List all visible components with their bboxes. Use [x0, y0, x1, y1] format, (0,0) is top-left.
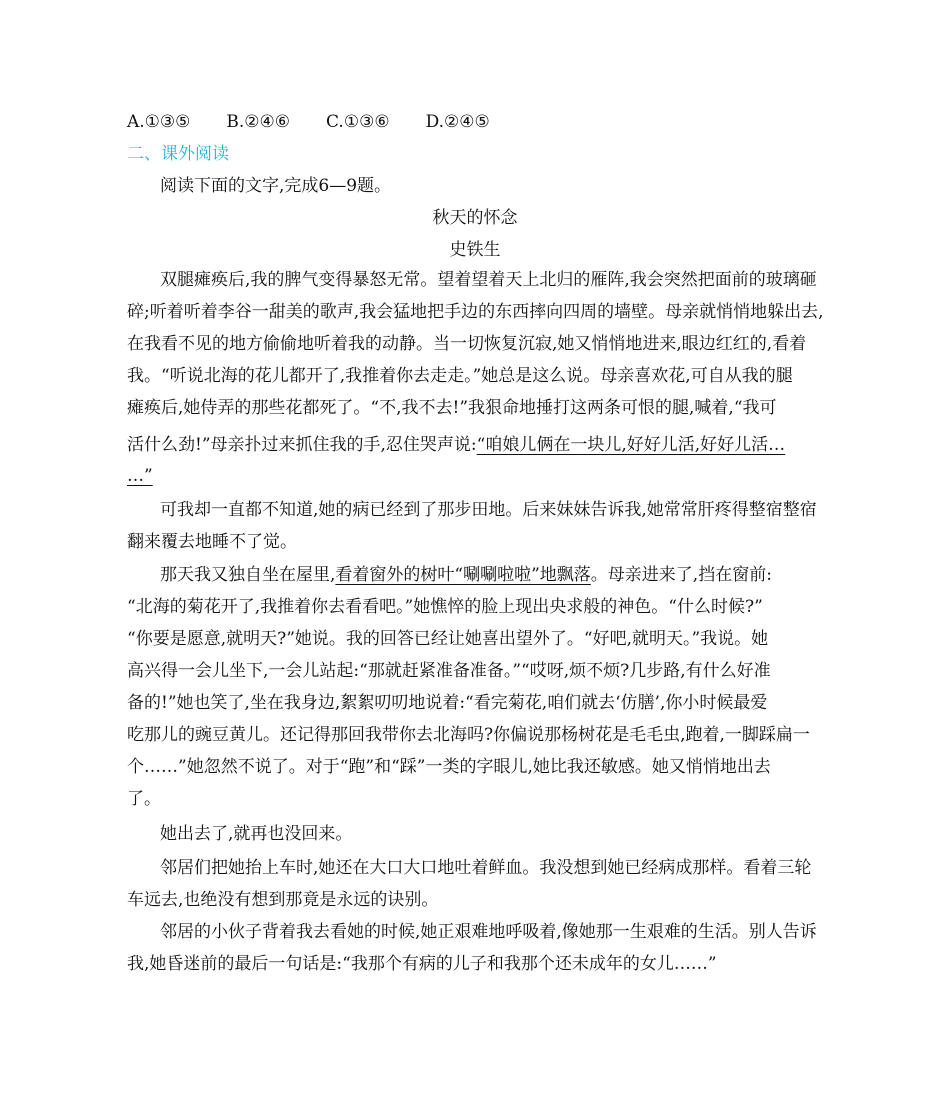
- paragraph-3-line-8: 了。: [127, 789, 161, 809]
- paragraph-1-line-4: 我。“听说北海的花儿都开了,我推着你去走走。”她总是这么说。母亲喜欢花,可自从我的腿: [127, 366, 793, 386]
- option-c: C.①③⑥: [326, 112, 390, 132]
- paragraph-3-line-3: “你要是愿意,就明天?”她说。我的回答已经让她喜出望外了。“好吧,就明天。”我说。她: [127, 629, 769, 649]
- paragraph-3-line-7: 个……”她忽然不说了。对于“跑”和“踩”一类的字眼儿,她比我还敏感。她又悄悄地出去: [127, 757, 771, 777]
- paragraph-1-line-7: [127, 464, 153, 488]
- paragraph-1-line-3: 在我看不见的地方偷偷地听着我的动静。当一切恢复沉寂,她又悄悄地进来,眼边红红的,看着: [127, 334, 807, 354]
- paragraph-1-line-6: [127, 433, 785, 457]
- underlined-sentence-1: “咱娘儿俩在一块儿,好好儿活,好好儿活…: [476, 435, 786, 455]
- paragraph-6-line-1: 邻居的小伙子背着我去看她的时候,她正艰难地呼吸着,像她那一生艰难的生活。别人告诉: [160, 922, 817, 942]
- paragraph-3-line-2: “北海的菊花开了,我推着你去看看吧。”她憔悴的脸上现出央求般的神色。“什么时候?”: [127, 597, 763, 617]
- paragraph-5-line-2: 车远去,也绝没有想到那竟是永远的诀别。: [127, 890, 439, 910]
- paragraph-2-line-1: 可我却一直都不知道,她的病已经到了那步田地。后来妹妹告诉我,她常常肝疼得整宿整宿: [160, 500, 817, 520]
- paragraph-3-text-a: 那天我又独自坐在屋里,: [160, 565, 336, 585]
- underlined-sentence-2: 看着窗外的树叶“唰唰啦啦”地飘落: [335, 565, 591, 585]
- option-d: D.②④⑤: [425, 112, 490, 132]
- paragraph-1-line-2: 碎;听着听着李谷一甜美的歌声,我会猛地把手边的东西摔向四周的墙壁。母亲就悄悄地躲出去,: [127, 302, 824, 322]
- paragraph-6-line-2: 我,她昏迷前的最后一句话是:“我那个有病的儿子和我那个还未成年的女儿……”: [127, 954, 717, 974]
- section-heading: 二、课外阅读: [127, 144, 229, 164]
- paragraph-3-line-5: 备的!”她也笑了,坐在我身边,絮絮叨叨地说着:“看完菊花,咱们就去‘仿膳’,你小时候最爱: [127, 693, 768, 713]
- option-a: A.①③⑤: [127, 112, 191, 132]
- paragraph-4-line-1: 她出去了,就再也没回来。: [160, 824, 353, 844]
- paragraph-5-line-1: 邻居们把她抬上车时,她还在大口大口地吐着鲜血。我没想到她已经病成那样。看着三轮: [160, 858, 812, 878]
- paragraph-3-line-4: 高兴得一会儿坐下,一会儿站起:“那就赶紧准备准备。”“哎呀,烦不烦?几步路,有什么好准: [127, 661, 771, 681]
- article-title: 秋天的怀念: [432, 208, 518, 228]
- paragraph-3-line-1: [160, 563, 772, 587]
- paragraph-3-line-6: 吃那儿的豌豆黄儿。还记得那回我带你去北海吗?你偏说那杨树花是毛毛虫,跑着,一脚踩扁一: [127, 725, 810, 745]
- underlined-sentence-1-end: …”: [127, 466, 153, 486]
- paragraph-1-line-6-text: 活什么劲!”母亲扑过来抓住我的手,忍住哭声说:: [127, 435, 477, 455]
- paragraph-1-line-1: 双腿瘫痪后,我的脾气变得暴怒无常。望着望着天上北归的雁阵,我会突然把面前的玻璃砸: [160, 270, 817, 290]
- answer-options: [127, 110, 526, 134]
- paragraph-1-line-5: 瘫痪后,她侍弄的那些花都死了。“不,我不去!”我狠命地捶打这两条可恨的腿,喊着,“我可: [127, 398, 777, 418]
- reading-instruction: 阅读下面的文字,完成6—9题。: [160, 176, 392, 196]
- paragraph-2-line-2: 翻来覆去地睡不了觉。: [127, 532, 297, 552]
- option-b: B.②④⑥: [226, 112, 291, 132]
- article-author: 史铁生: [449, 240, 501, 260]
- paragraph-3-text-c: 。母亲进来了,挡在窗前:: [590, 565, 772, 585]
